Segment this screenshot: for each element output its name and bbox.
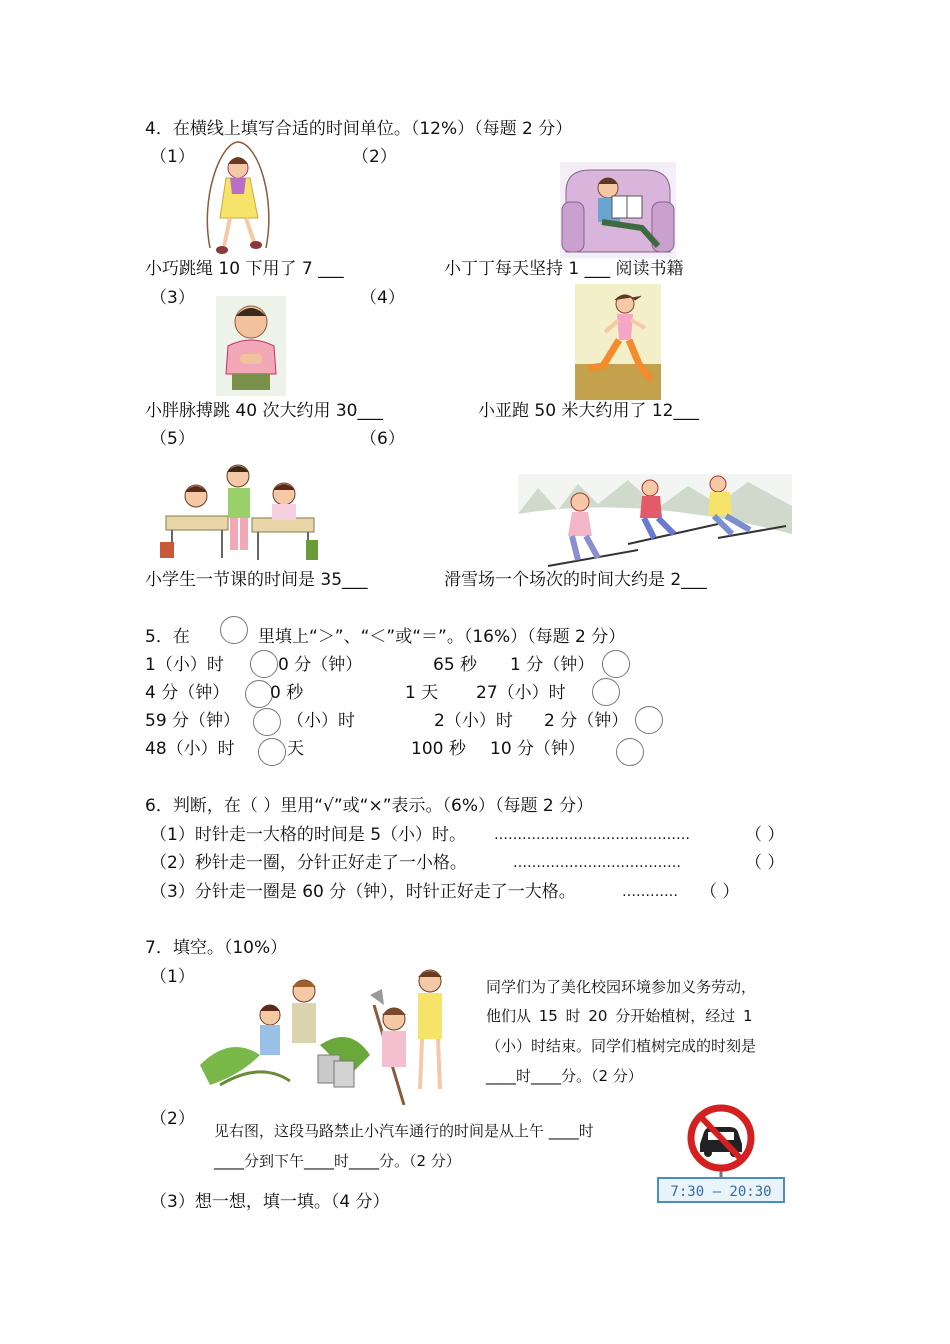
q7-number-1: （1） [150,967,195,987]
q5-r4a-answer-circle[interactable] [258,738,286,766]
q5-r2b-answer-circle[interactable] [592,678,620,706]
q5-r3a-right: （小）时 [287,711,355,731]
q6-item-1-answer[interactable]: （ ） [745,825,785,845]
q4-title: 4．在横线上填写合适的时间单位。（12%）（每题 2 分） [145,119,573,139]
q7-p2-line2: ____分到下午____时____分。（2 分） [214,1152,461,1170]
running-girl-image [575,284,661,400]
q6-item-2: （2）秒针走一圈，分针正好走了一小格。 [150,853,467,873]
q4-number-1: （1） [150,147,195,167]
q5-r4b-left: 100 秒 [411,739,466,759]
q5-r4b-answer-circle[interactable] [616,738,644,766]
q5-title-part2: 里填上“＞”、“＜”或“＝”。（16%）（每题 2 分） [258,627,626,647]
q5-r2a-right: 0 秒 [270,683,304,703]
q5-r1a-answer-circle[interactable] [250,650,278,678]
q5-r3b-answer-circle[interactable] [635,706,663,734]
q7-p1-line2: 他们从 15 时 20 分开始植树，经过 1 [486,1007,753,1025]
q6-item-3-leader: ………… [622,884,678,900]
q5-r2a-answer-circle[interactable] [245,680,273,708]
q4-sentence-2: 小丁丁每天坚持 1 ___ 阅读书籍 [444,259,684,279]
boy-taking-pulse-image [216,296,286,396]
q7-p1-line3: （小）时结束。同学们植树完成的时刻是 [486,1037,757,1055]
q7-p1-line1: 同学们为了美化校园环境参加义务劳动， [486,978,757,996]
q5-r3b-left: 2（小）时 [434,711,513,731]
q7-p2-line1: 见右图，这段马路禁止小汽车通行的时间是从上午 ____时 [214,1122,594,1140]
q6-item-2-answer[interactable]: （ ） [745,853,785,873]
q5-r4a-right: 天 [287,739,304,759]
classroom-students-image [160,460,320,568]
q5-r1a-right: 0 分（钟） [278,655,363,675]
q5-title-circle [220,616,248,644]
no-car-sign-time-text: 7:30 — 20:30 [670,1184,772,1200]
q5-r1b-left: 65 秒 [433,655,478,675]
jump-rope-girl-image [200,138,276,260]
q6-item-3-answer[interactable]: （ ） [700,882,740,902]
q4-sentence-3: 小胖脉搏跳 40 次大约用 30___ [145,401,383,421]
q6-item-1-leader: …………………………………… [494,827,690,843]
q5-r1a-left: 1（小）时 [145,655,224,675]
q5-r1b-answer-circle[interactable] [602,650,630,678]
q5-r1b-right: 1 分（钟） [510,655,595,675]
reading-boy-armchair-image [560,162,676,258]
q4-number-5: （5） [150,429,195,449]
q4-number-4: （4） [360,288,405,308]
q7-number-2: （2） [150,1109,195,1129]
q4-sentence-1: 小巧跳绳 10 下用了 7 ___ [145,259,344,279]
q4-sentence-5: 小学生一节课的时间是 35___ [145,570,368,590]
q7-p1-line4: ____时____分。（2 分） [486,1067,643,1085]
tree-planting-kids-image [200,965,464,1115]
q6-item-3: （3）分针走一圈是 60 分（钟），时针正好走了一大格。 [150,882,576,902]
q4-number-2: （2） [352,147,397,167]
q5-r3a-left: 59 分（钟） [145,711,241,731]
q5-r3b-right: 2 分（钟） [544,711,629,731]
q5-r3a-answer-circle[interactable] [253,708,281,736]
q4-sentence-6: 滑雪场一个场次的时间大约是 2___ [444,570,707,590]
q5-r2b-right: 27（小）时 [476,683,566,703]
q6-item-1: （1）时针走一大格的时间是 5（小）时。 [150,825,467,845]
q6-item-2-leader: ……………………………… [513,855,681,871]
q6-title: 6．判断，在（ ）里用“√”或“×”表示。（6%）（每题 2 分） [145,796,594,816]
q5-r2a-left: 4 分（钟） [145,683,230,703]
q5-r2b-left: 1 天 [405,683,439,703]
q7-title: 7．填空。（10%） [145,938,288,958]
q5-r4a-left: 48（小）时 [145,739,235,759]
q4-number-3: （3） [150,288,195,308]
q5-title-part1: 5．在 [145,627,190,647]
q7-part-3: （3）想一想，填一填。（4 分） [150,1192,390,1212]
q4-sentence-4: 小亚跑 50 米大约用了 12___ [478,401,699,421]
skiing-people-image [518,474,792,584]
q4-number-6: （6） [360,429,405,449]
q5-r4b-right: 10 分（钟） [490,739,586,759]
